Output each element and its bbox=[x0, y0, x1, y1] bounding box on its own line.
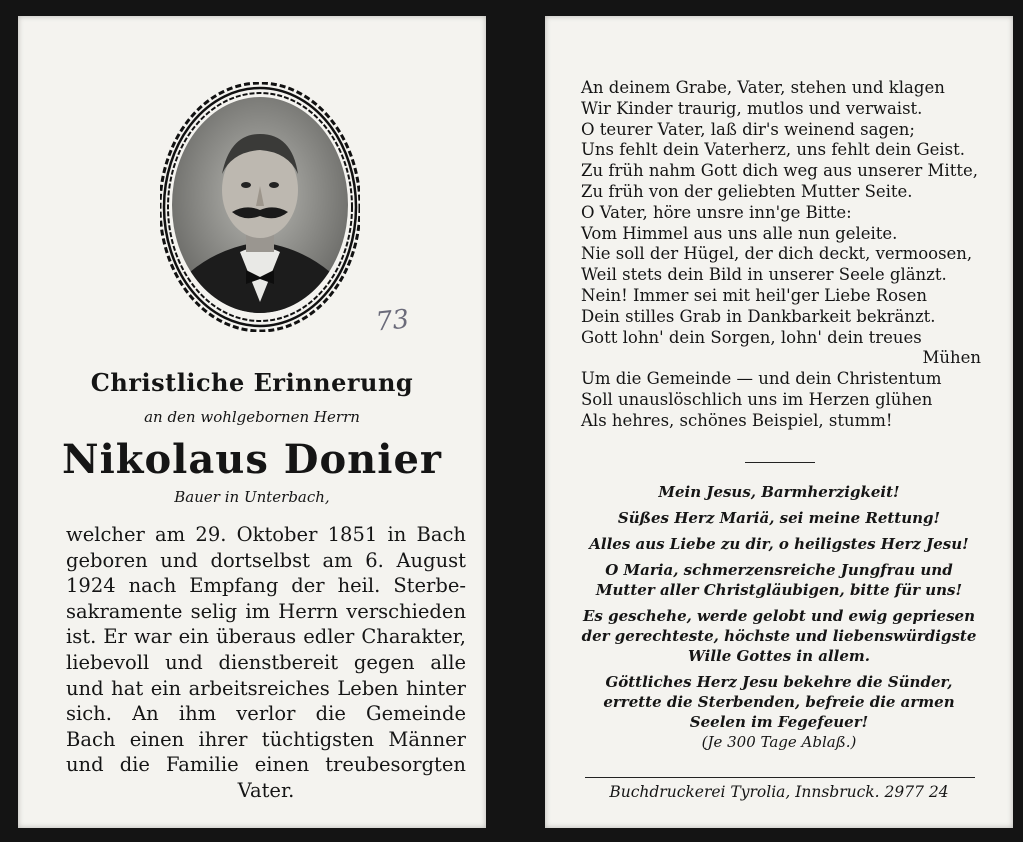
inventory-mark: 73 bbox=[374, 304, 411, 338]
poem-line: Gott lohn' dein Sorgen, lohn' dein treues bbox=[581, 327, 922, 347]
bio-line: sakramente selig im Herrn verschieden bbox=[66, 599, 466, 623]
poem-line: Nie soll der Hügel, der dich deckt, vermoosen, bbox=[581, 244, 973, 264]
poem-line: Vom Himmel aus uns alle nun geleite. bbox=[581, 223, 898, 243]
poem-line: Weil stets dein Bild in unserer Seele glänzt. bbox=[581, 265, 947, 285]
bio-line: sich. An ihm verlor die Gemeinde bbox=[66, 702, 466, 726]
bio-line: Vater. bbox=[237, 778, 295, 802]
prayer-line: der gerechteste, höchste und liebenswürdigste bbox=[581, 627, 977, 645]
poem-line: Mühen bbox=[922, 348, 981, 368]
poem-line: O Vater, höre unsre inn'ge Bitte: bbox=[581, 202, 852, 222]
deceased-name: Nikolaus Donier bbox=[62, 436, 442, 483]
poem-line: Nein! Immer sei mit heil'ger Liebe Rosen bbox=[581, 285, 927, 305]
prayer-block bbox=[559, 482, 999, 752]
poem-line: Zu früh nahm Gott dich weg aus unserer Mitte, bbox=[581, 161, 978, 181]
prayer-line: Wille Gottes in allem. bbox=[688, 647, 870, 665]
poem-line: Als hehres, schönes Beispiel, stumm! bbox=[581, 410, 893, 430]
poem-line: Wir Kinder traurig, mutlos und verwaist. bbox=[581, 98, 923, 118]
prayer-line: errette die Sterbenden, befreie die armen bbox=[603, 693, 955, 711]
bio-line: geboren und dortselbst am 6. August bbox=[66, 548, 466, 572]
prayer-line: Süßes Herz Mariä, sei meine Rettung! bbox=[617, 509, 941, 527]
prayer-line: Göttliches Herz Jesu bekehre die Sünder, bbox=[605, 673, 953, 691]
bio-line: Bach einen ihrer tüchtigsten Männer bbox=[66, 727, 466, 751]
bio-line: 1924 nach Empfang der heil. Sterbe- bbox=[66, 574, 466, 598]
occupation-line: Bauer in Unterbach, bbox=[174, 488, 330, 506]
prayer-line: Es geschehe, werde gelobt und ewig gepriesen bbox=[583, 607, 975, 625]
bio-line: liebevoll und dienstbereit gegen alle bbox=[66, 650, 466, 674]
printer-rule bbox=[585, 777, 975, 778]
poem-line: O teurer Vater, laß dir's weinend sagen; bbox=[581, 119, 915, 139]
poem-line: Dein stilles Grab in Dankbarkeit bekränzt. bbox=[581, 306, 936, 326]
memorial-poem bbox=[581, 78, 981, 432]
right-page bbox=[545, 16, 1013, 828]
bio-line: welcher am 29. Oktober 1851 in Bach bbox=[66, 523, 466, 546]
card-subtitle: Christliche Erinnerung bbox=[90, 368, 414, 397]
bio-line: und die Familie einen treubesorgten bbox=[66, 753, 466, 777]
bio-line: ist. Er war ein überaus edler Charakter, bbox=[66, 625, 466, 649]
prayer-line: Mutter aller Christgläubigen, bitte für uns! bbox=[595, 581, 963, 599]
biography-text bbox=[66, 522, 466, 804]
poem-line: Uns fehlt dein Vaterherz, uns fehlt dein Geist. bbox=[581, 140, 966, 160]
prayer-line: Alles aus Liebe zu dir, o heiligstes Herz Jesu! bbox=[589, 535, 969, 553]
poem-line: Um die Gemeinde — und dein Christentum bbox=[581, 369, 942, 389]
prayer-line: Seelen im Fegefeuer! bbox=[689, 713, 869, 731]
poem-line: Zu früh von der geliebten Mutter Seite. bbox=[581, 181, 913, 201]
left-page bbox=[18, 16, 486, 828]
divider-rule bbox=[745, 462, 815, 463]
printer-imprint: Buchdruckerei Tyrolia, Innsbruck. 2977 24 bbox=[609, 783, 949, 801]
portrait-photo bbox=[160, 82, 360, 332]
prayer-line: Mein Jesus, Barmherzigkeit! bbox=[658, 483, 900, 501]
indulgence-note: (Je 300 Tage Ablaß.) bbox=[701, 733, 857, 751]
prayer-line: O Maria, schmerzensreiche Jungfrau und bbox=[605, 561, 953, 579]
poem-line: Soll unauslöschlich uns im Herzen glühen bbox=[581, 389, 933, 409]
bio-line: und hat ein arbeitsreiches Leben hinter bbox=[66, 676, 466, 700]
poem-line: An deinem Grabe, Vater, stehen und klagen bbox=[581, 78, 945, 97]
honorific-line: an den wohlgebornen Herrn bbox=[144, 408, 360, 426]
